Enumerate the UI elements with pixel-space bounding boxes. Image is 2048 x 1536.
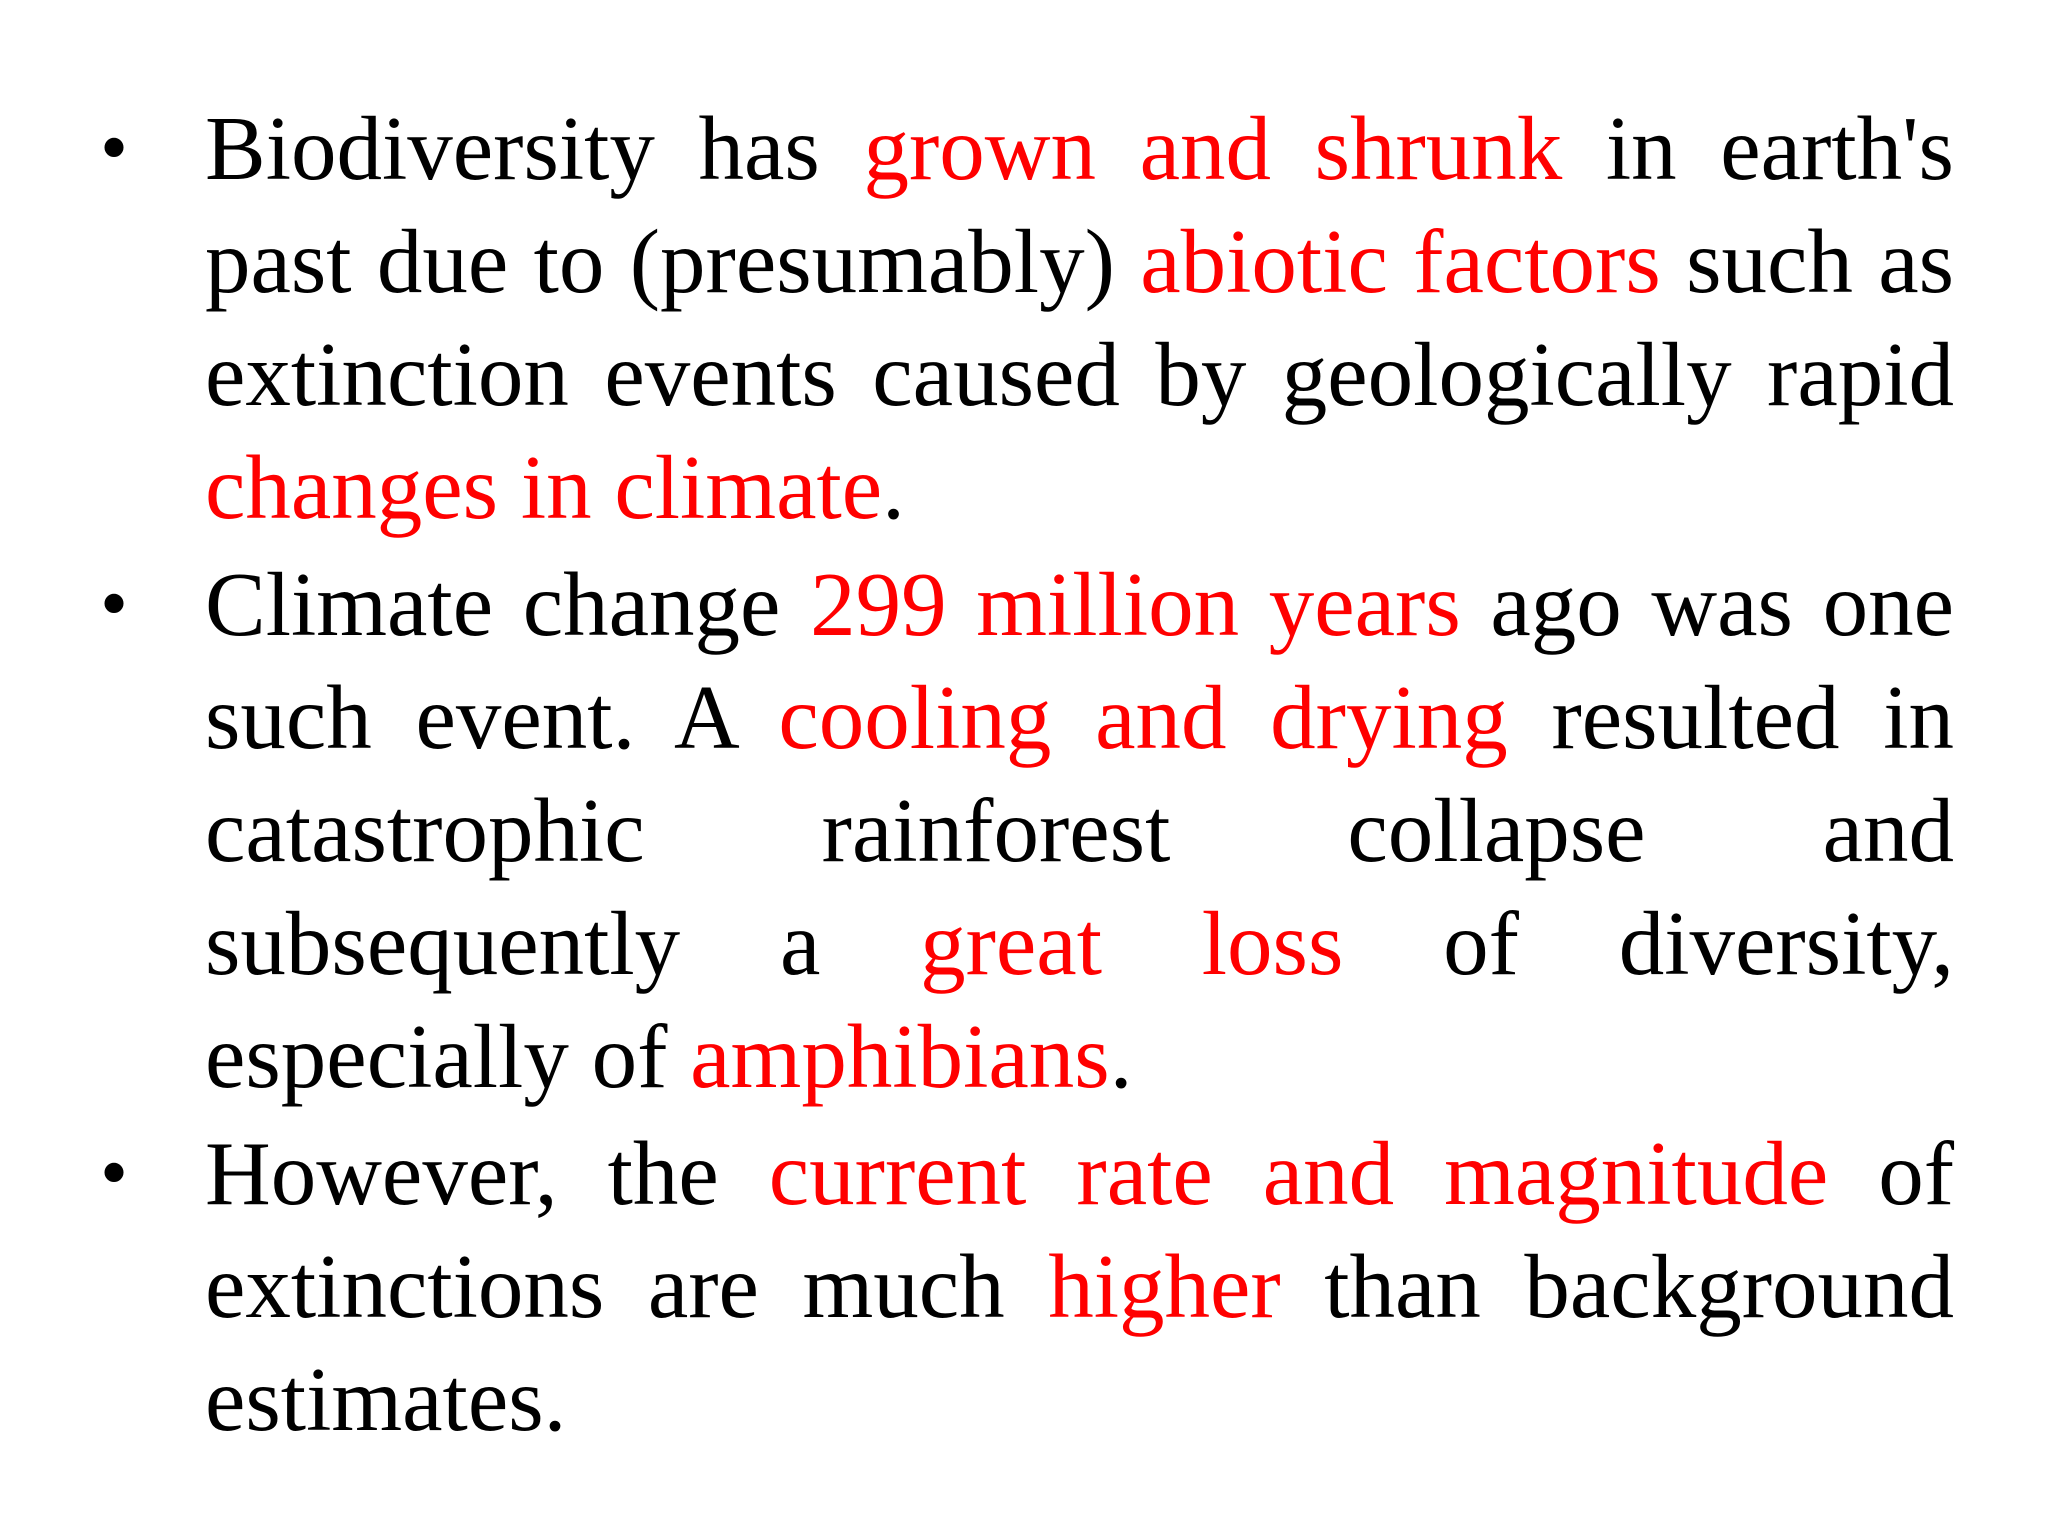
bullet-list — [100, 92, 1954, 1456]
highlight-segment: grown and shrunk — [863, 98, 1563, 199]
text-segment: . — [882, 437, 905, 538]
bullet-dot-icon: • — [100, 1129, 129, 1217]
bullet-dot-icon: • — [100, 560, 129, 648]
text-segment: than background estimates. — [205, 1236, 1954, 1450]
text-segment: Biodiversity has — [205, 98, 864, 199]
text-segment: ago was one such event. A — [205, 554, 1954, 768]
highlight-segment: 299 million years — [810, 554, 1461, 655]
bullet-item — [100, 1117, 1954, 1456]
highlight-segment: higher — [1048, 1236, 1281, 1337]
bullet-item — [100, 548, 1954, 1113]
bullet-item — [100, 92, 1954, 544]
text-segment: However, the — [205, 1123, 769, 1224]
highlight-segment: current rate and magnitude — [768, 1123, 1829, 1224]
text-segment: of extinctions are much — [205, 1123, 1954, 1337]
highlight-segment: great loss — [920, 893, 1344, 994]
text-segment: such as extinction events caused by geologically rapid — [205, 211, 1955, 425]
text-segment: of diversity, especially of — [205, 893, 1954, 1107]
highlight-segment: changes in climate — [205, 437, 883, 538]
text-segment: . — [1109, 1006, 1133, 1107]
highlight-segment: cooling and drying — [778, 667, 1508, 768]
highlight-segment: abiotic factors — [1140, 211, 1661, 312]
highlight-segment: amphibians — [690, 1006, 1110, 1107]
bullet-dot-icon: • — [100, 104, 129, 192]
text-segment: in earth's past due to (presumably) — [205, 98, 1954, 312]
text-segment: Climate change — [205, 554, 811, 655]
text-segment: resulted in catastrophic rainforest collapse and subsequently a — [205, 667, 1954, 994]
